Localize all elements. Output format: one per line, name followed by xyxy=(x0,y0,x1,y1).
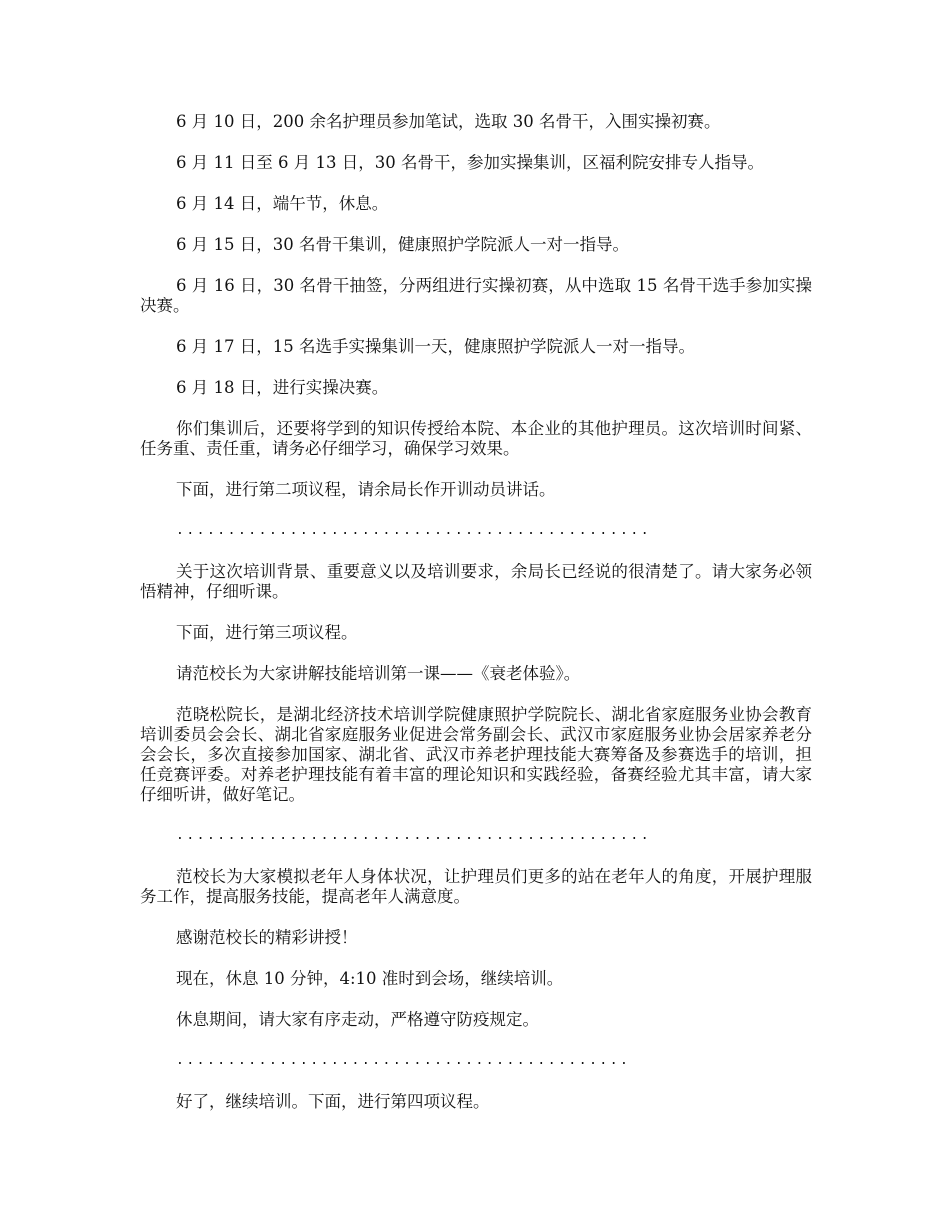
paragraph-first-lesson: 请范校长为大家讲解技能培训第一课——《衰老体验》。 xyxy=(176,664,581,683)
paragraph-simulation: 范校长为大家模拟老年人身体状况，让护理员们更多的站在老年人的角度，开展护理服务工作，提高服务技能，提高老年人满意度。 xyxy=(140,867,812,906)
paragraph-thanks: 感谢范校长的精彩讲授！ xyxy=(176,928,358,947)
paragraph-break-rules: 休息期间，请大家有序走动，严格遵守防疫规定。 xyxy=(176,1010,539,1029)
document-body xyxy=(140,112,812,1133)
dotted-separator: .............................................. xyxy=(176,523,652,538)
paragraph-jun18: 6 月 18 日，进行实操决赛。 xyxy=(176,378,389,397)
dotted-separator: ............................................ xyxy=(176,1053,631,1068)
paragraph-background-summary: 关于这次培训背景、重要意义以及培训要求，余局长已经说的很清楚了。请大家务必领悟精神，仔细听课。 xyxy=(140,562,812,601)
paragraph-break-time: 现在，休息 10 分钟，4:10 准时到会场，继续培训。 xyxy=(176,969,564,988)
paragraph-jun14: 6 月 14 日，端午节，休息。 xyxy=(176,194,389,213)
paragraph-agenda-two: 下面，进行第二项议程，请余局长作开训动员讲话。 xyxy=(176,480,556,499)
paragraph-jun15: 6 月 15 日，30 名骨干集训，健康照护学院派人一对一指导。 xyxy=(176,235,629,254)
paragraph-jun17: 6 月 17 日，15 名选手实操集训一天，健康照护学院派人一对一指导。 xyxy=(176,337,695,356)
paragraph-jun16: 6 月 16 日，30 名骨干抽签，分两组进行实操初赛，从中选取 15 名骨干选手参加实操决赛。 xyxy=(140,276,812,315)
dotted-separator: .............................................. xyxy=(176,828,652,843)
paragraph-jun11-13: 6 月 11 日至 6 月 13 日，30 名骨干，参加实操集训，区福利院安排专人指导。 xyxy=(176,153,764,172)
paragraph-agenda-four: 好了，继续培训。下面，进行第四项议程。 xyxy=(176,1092,490,1111)
paragraph-training-note: 你们集训后，还要将学到的知识传授给本院、本企业的其他护理员。这次培训时间紧、任务重、责任重，请务必仔细学习，确保学习效果。 xyxy=(140,419,812,458)
paragraph-speaker-intro: 范晓松院长，是湖北经济技术培训学院健康照护学院院长、湖北省家庭服务业协会教育培训委员会会长、湖北省家庭服务业促进会常务副会长、武汉市家庭服务业协会居家养老分会会长，多次直接参加国家、湖北省、武汉市养老护理技能大赛筹备及参赛选手的培训，担任竞赛评委。对养老护理技能有着丰富的理论知识和实践经验，备赛经验尤其丰富，请大家仔细听讲，做好笔记。 xyxy=(140,705,812,804)
paragraph-jun10: 6 月 10 日，200 余名护理员参加笔试，选取 30 名骨干，入围实操初赛。 xyxy=(176,112,721,131)
paragraph-agenda-three: 下面，进行第三项议程。 xyxy=(176,623,358,642)
